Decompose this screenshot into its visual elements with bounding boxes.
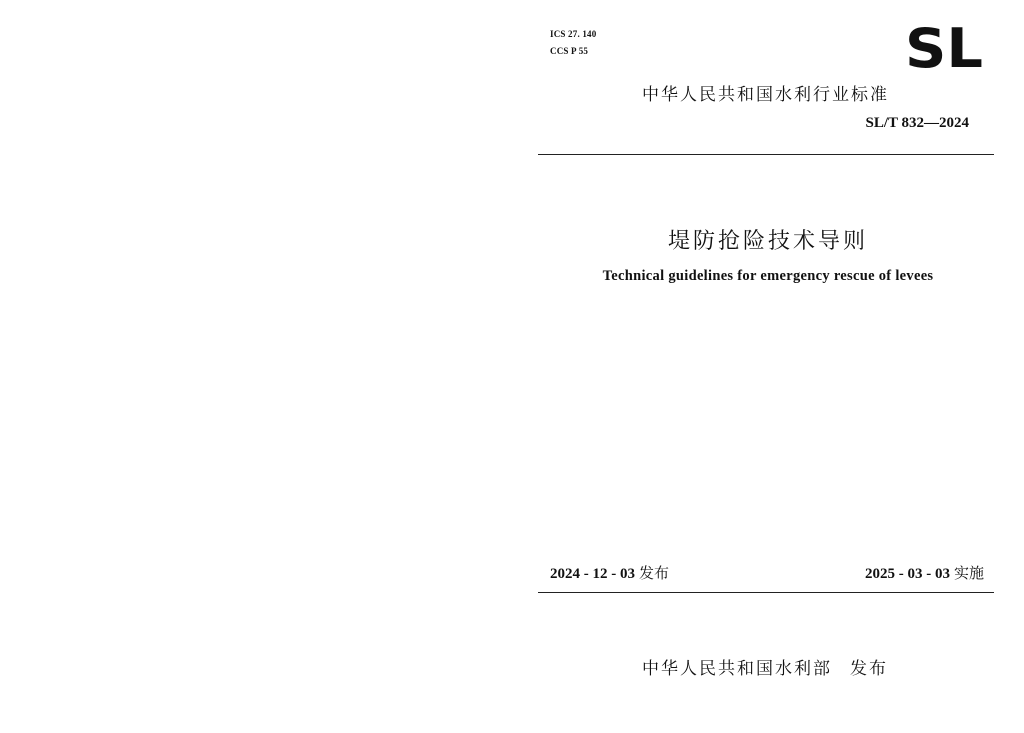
issue-date — [550, 562, 669, 583]
standard-number: SL/T 832—2024 — [865, 115, 969, 131]
sl-logo — [905, 22, 985, 72]
bottom-divider — [538, 592, 994, 593]
classification-codes — [550, 26, 596, 60]
title-chinese: 堤防抢险技术导则 — [667, 229, 868, 254]
implementation-date-value: 2025 - 03 - 03 — [864, 566, 950, 582]
cover-page — [512, 0, 1024, 733]
standard-category: 中华人民共和国水利行业标准 — [642, 85, 889, 105]
top-divider — [538, 154, 994, 155]
issue-date-value: 2024 - 12 - 03 — [550, 566, 635, 582]
svg-text:SL: SL — [905, 22, 983, 72]
publisher-action: 发布 — [850, 659, 888, 679]
title-english: Technical guidelines for emergency rescue of levees — [602, 268, 934, 284]
publisher — [642, 654, 888, 679]
implementation-label: 实施 — [953, 564, 984, 582]
implementation-date — [865, 562, 984, 583]
issue-label: 发布 — [639, 564, 670, 582]
ccs-code: CCS P 55 — [550, 46, 589, 56]
ics-code: ICS 27. 140 — [550, 29, 597, 39]
publisher-name: 中华人民共和国水利部 — [642, 659, 832, 679]
